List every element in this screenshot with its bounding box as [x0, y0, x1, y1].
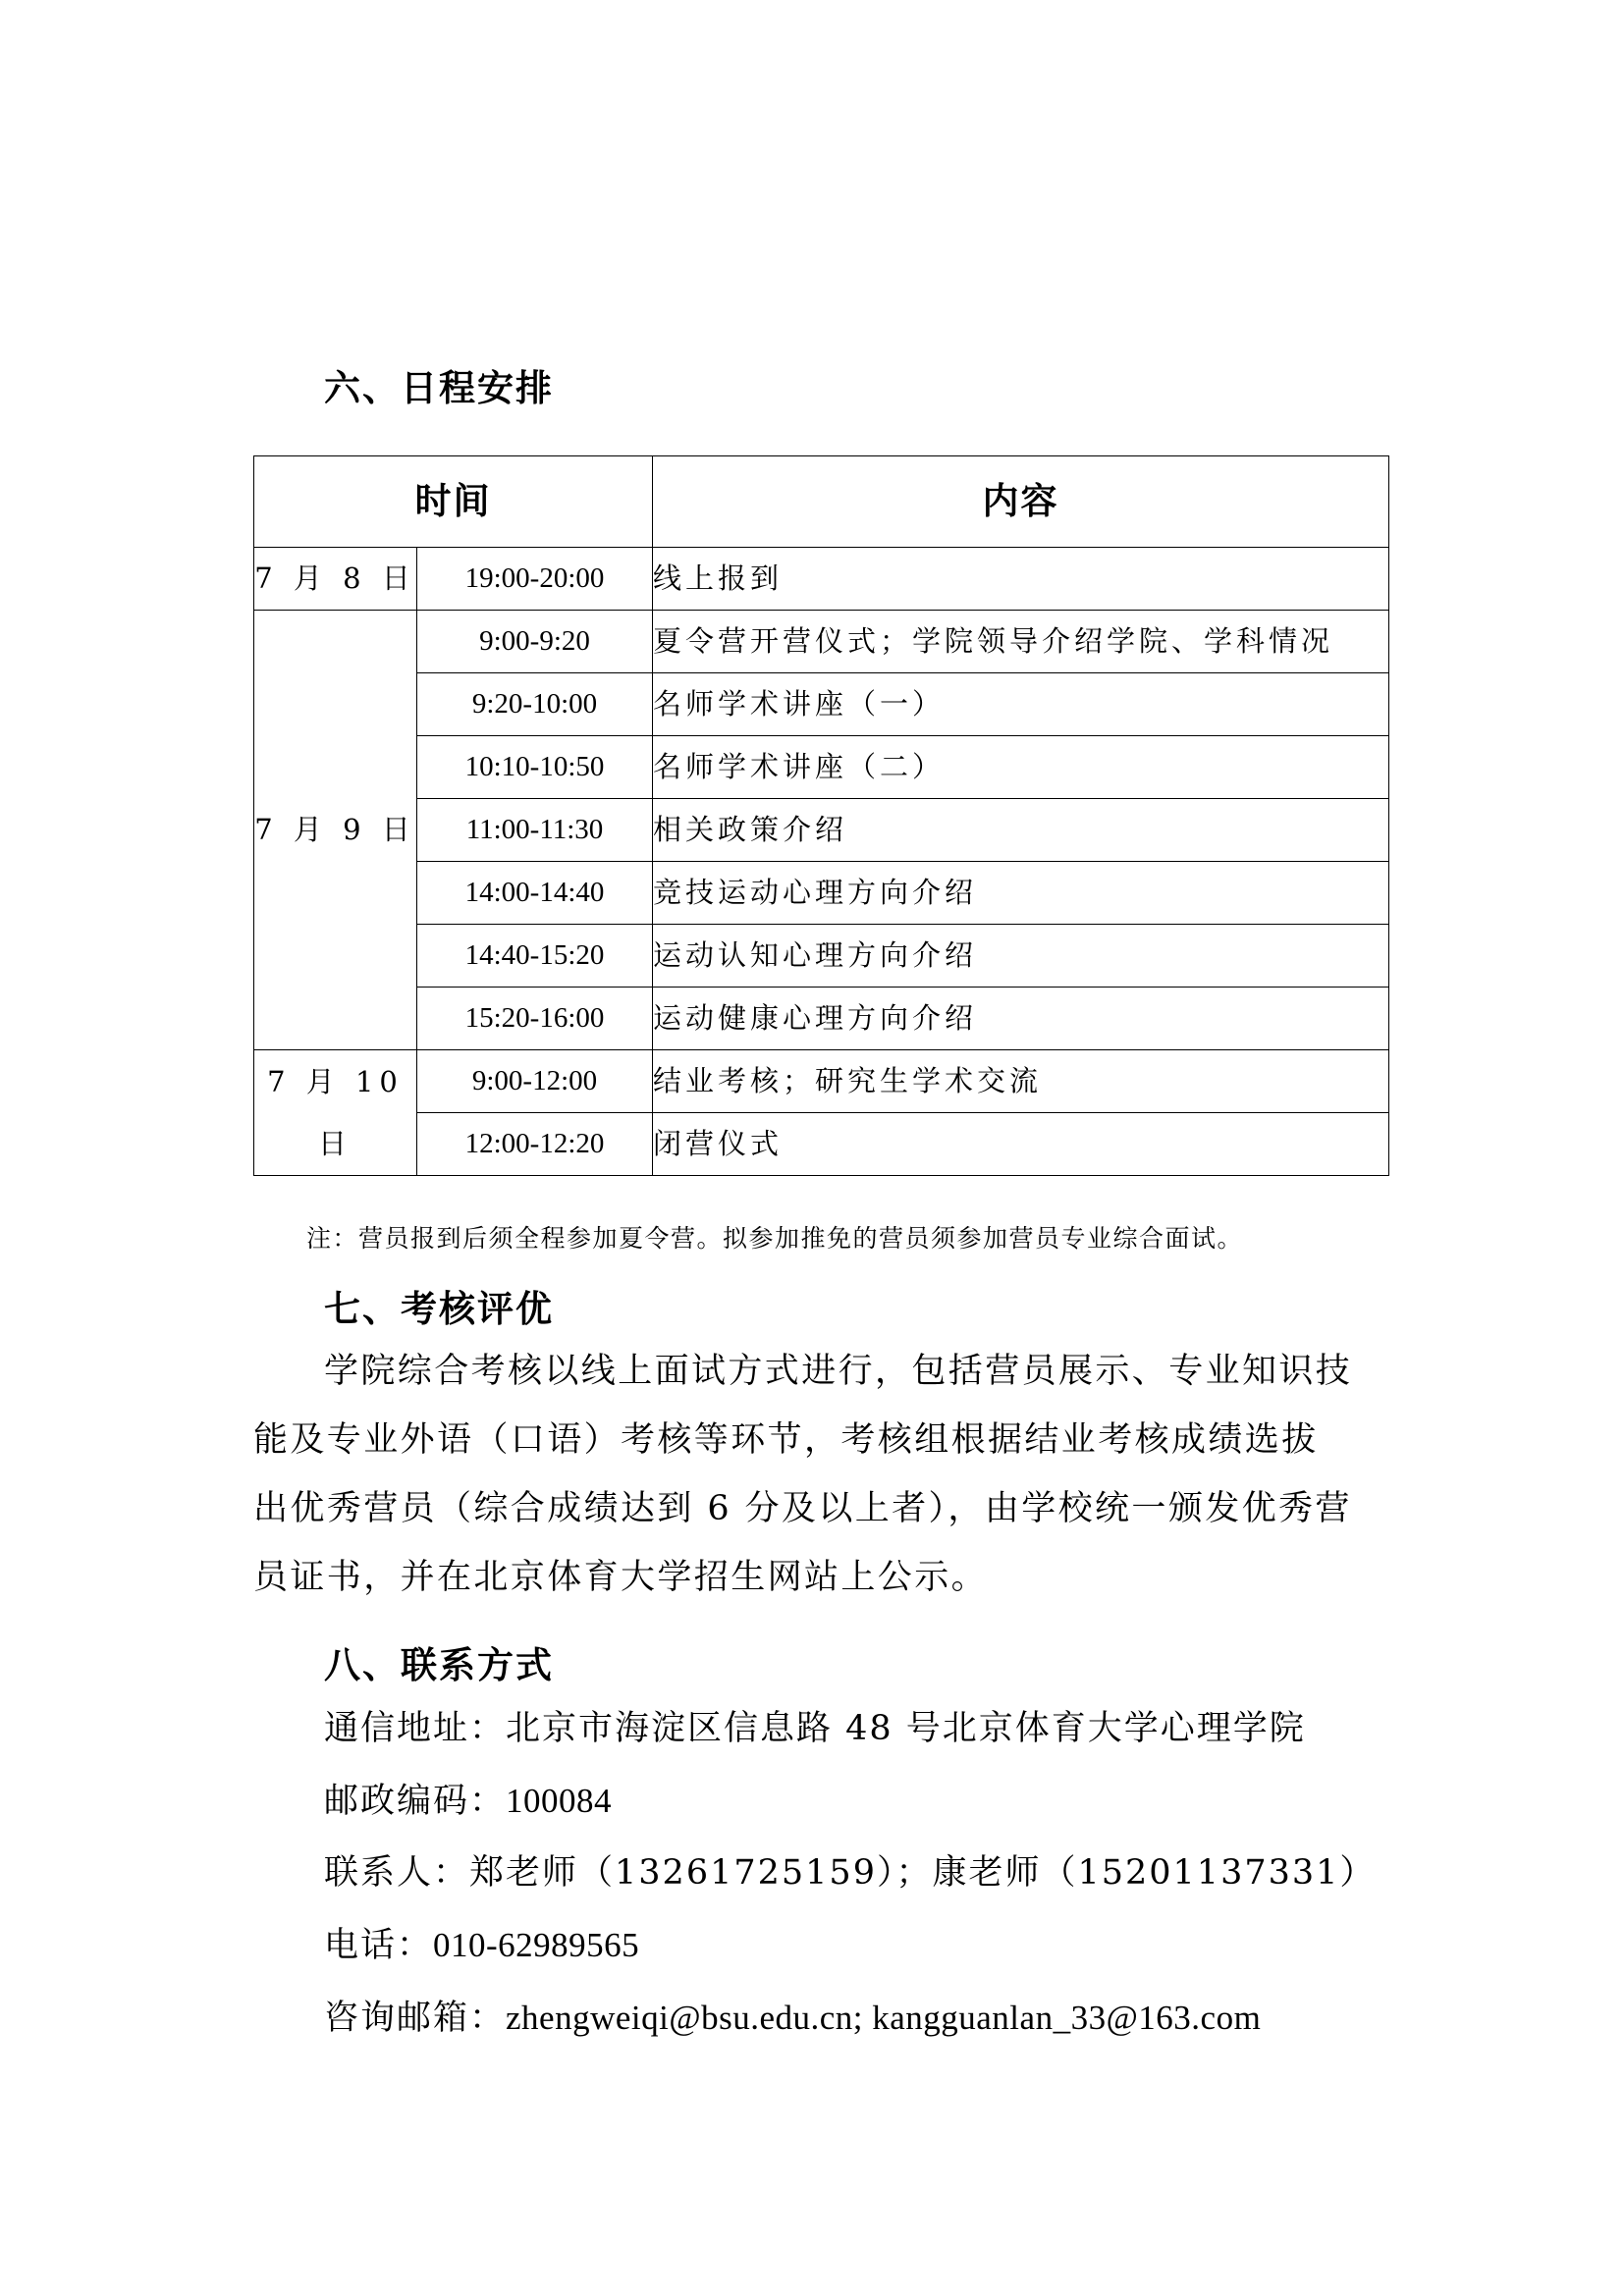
time-cell: 11:00-11:30 — [417, 799, 653, 862]
table-row — [254, 673, 1389, 736]
time-cell: 14:40-15:20 — [417, 925, 653, 988]
time-cell: 9:20-10:00 — [417, 673, 653, 736]
paragraph-line: 员证书，并在北京体育大学招生网站上公示。 — [253, 1558, 989, 1597]
address-value: 北京市海淀区信息路 48 号北京体育大学心理学院 — [506, 1709, 1306, 1748]
paragraph-line: 能及专业外语（口语）考核等环节，考核组根据结业考核成绩选拔 — [253, 1420, 1319, 1460]
table-row — [254, 1050, 1389, 1113]
content-cell: 相关政策介绍 — [653, 799, 1389, 862]
content-cell: 运动健康心理方向介绍 — [653, 988, 1389, 1050]
table-row — [254, 988, 1389, 1050]
email-label: 咨询邮箱： — [324, 1999, 507, 2038]
table-note: 注：营员报到后须全程参加夏令营。拟参加推免的营员须参加营员专业综合面试。 — [306, 1224, 1244, 1253]
table-row — [254, 925, 1389, 988]
contact-label: 联系人： — [324, 1853, 470, 1893]
phone-row — [324, 1909, 1376, 1982]
email-value: zhengweiqi@bsu.edu.cn; kangguanlan_33@163.com — [506, 1999, 1262, 2037]
time-cell: 12:00-12:20 — [417, 1113, 653, 1176]
phone-value: 010-62989565 — [433, 1926, 640, 1964]
paragraph-line: 学院综合考核以线上面试方式进行，包括营员展示、专业知识技 — [324, 1352, 1353, 1391]
table-row — [254, 862, 1389, 925]
schedule-table — [253, 455, 1389, 1176]
content-cell: 运动认知心理方向介绍 — [653, 925, 1389, 988]
table-row — [254, 736, 1389, 799]
section-8-heading: 八、联系方式 — [324, 1644, 554, 1686]
address-label: 通信地址： — [324, 1709, 507, 1748]
time-cell: 14:00-14:40 — [417, 862, 653, 925]
assessment-paragraph — [253, 1337, 1392, 1612]
time-cell: 15:20-16:00 — [417, 988, 653, 1050]
content-cell: 名师学术讲座（二） — [653, 736, 1389, 799]
address-row — [324, 1693, 1376, 1765]
contact-value: 郑老师（13261725159）；康老师（15201137331） — [469, 1853, 1377, 1893]
header-content: 内容 — [653, 456, 1389, 548]
content-cell: 线上报到 — [653, 548, 1389, 611]
time-cell: 19:00-20:00 — [417, 548, 653, 611]
content-cell: 闭营仪式 — [653, 1113, 1389, 1176]
email-row — [324, 1982, 1376, 2055]
date-cell: 7 月 8 日 — [254, 548, 417, 611]
header-time: 时间 — [254, 456, 653, 548]
content-cell: 名师学术讲座（一） — [653, 673, 1389, 736]
table-header-row — [254, 456, 1389, 548]
time-cell: 10:10-10:50 — [417, 736, 653, 799]
contact-info — [324, 1693, 1376, 2055]
table-row — [254, 611, 1389, 673]
table-row — [254, 1113, 1389, 1176]
content-cell: 竞技运动心理方向介绍 — [653, 862, 1389, 925]
contact-person-row — [324, 1838, 1376, 1909]
content-cell: 结业考核；研究生学术交流 — [653, 1050, 1389, 1113]
date-cell: 7 月 9 日 — [254, 611, 417, 1050]
section-7-heading: 七、考核评优 — [324, 1288, 554, 1330]
date-cell: 7 月 10 日 — [254, 1050, 417, 1176]
section-6-heading: 六、日程安排 — [324, 367, 554, 409]
phone-label: 电话： — [324, 1926, 434, 1965]
table-row — [254, 799, 1389, 862]
content-cell: 夏令营开营仪式；学院领导介绍学院、学科情况 — [653, 611, 1389, 673]
postcode-row — [324, 1765, 1376, 1838]
time-cell: 9:00-9:20 — [417, 611, 653, 673]
paragraph-line: 出优秀营员（综合成绩达到 6 分及以上者），由学校统一颁发优秀营 — [253, 1489, 1352, 1528]
time-cell: 9:00-12:00 — [417, 1050, 653, 1113]
postcode-value: 100084 — [506, 1782, 613, 1820]
postcode-label: 邮政编码： — [324, 1782, 507, 1821]
table-row — [254, 548, 1389, 611]
